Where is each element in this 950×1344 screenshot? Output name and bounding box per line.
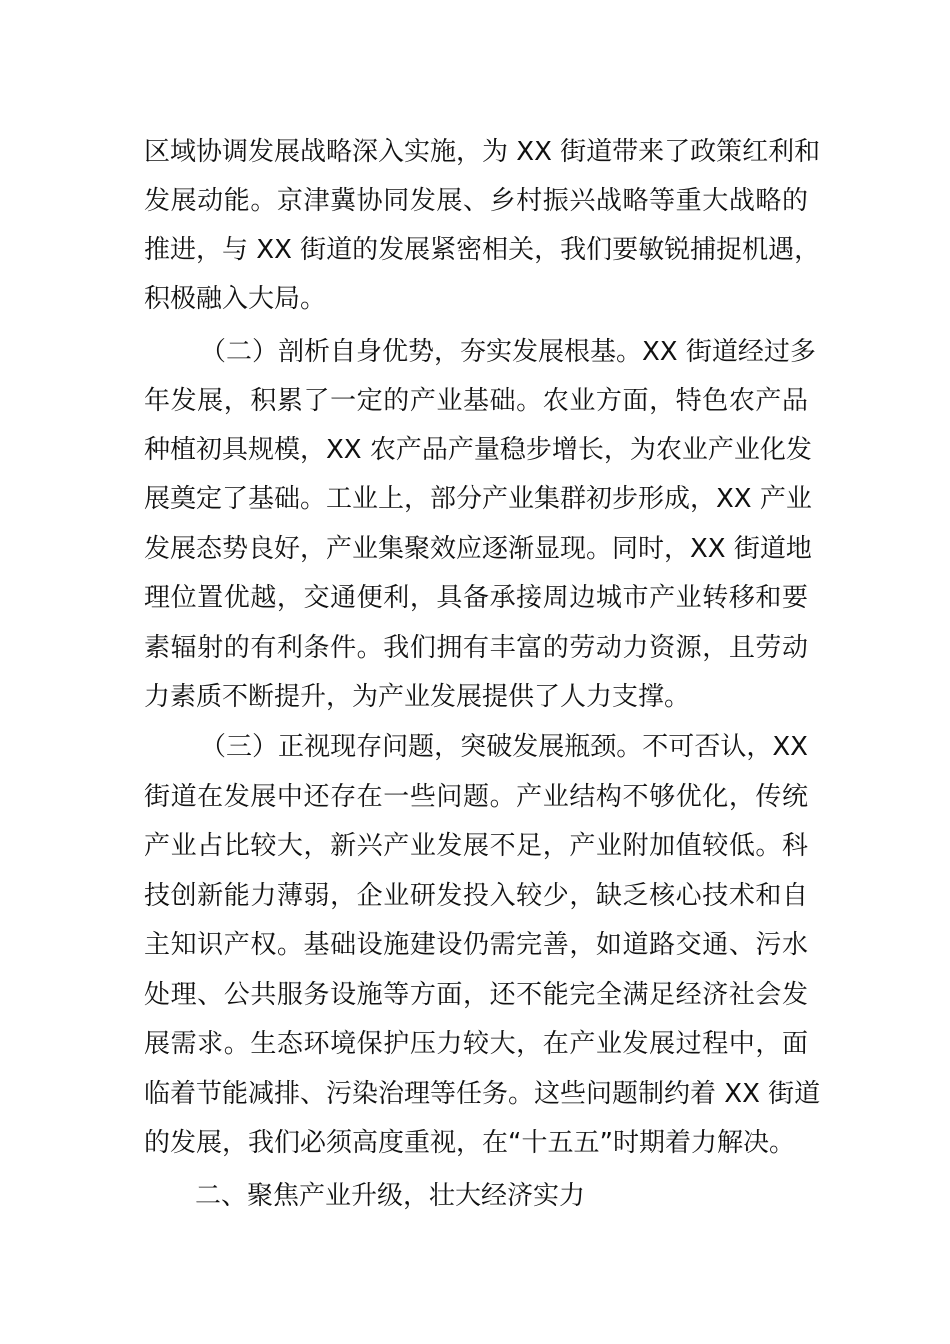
text-line: 力素质不断提升，为产业发展提供了人力支撑。 — [144, 682, 691, 712]
section-heading: 二、聚焦产业升级，壮大经济实力 — [195, 1181, 586, 1211]
text-line: 临着节能减排、污染治理等任务。这些问题制约着 XX 街道 — [144, 1079, 821, 1109]
text-line: 种植初具规模，XX 农产品产量稳步增长，为农业产业化发 — [144, 435, 812, 465]
text-line: 积极融入大局。 — [144, 284, 327, 314]
text-line: 展需求。生态环境保护压力较大，在产业发展过程中，面 — [144, 1029, 808, 1059]
text-line: 区域协调发展战略深入实施，为 XX 街道带来了政策红利和 — [144, 137, 821, 167]
text-line: 主知识产权。基础设施建设仍需完善，如道路交通、污水 — [144, 930, 808, 960]
text-line: 展奠定了基础。工业上，部分产业集群初步形成，XX 产业 — [144, 484, 812, 514]
text-line: 技创新能力薄弱，企业研发投入较少，缺乏核心技术和自 — [144, 881, 808, 911]
text-line: 素辐射的有利条件。我们拥有丰富的劳动力资源，且劳动 — [144, 633, 808, 663]
text-line: 发展动能。京津冀协同发展、乡村振兴战略等重大战略的 — [144, 186, 808, 216]
text-line: 推进，与 XX 街道的发展紧密相关，我们要敏锐捕捉机遇， — [144, 235, 821, 265]
text-line: 理位置优越，交通便利，具备承接周边城市产业转移和要 — [144, 583, 808, 613]
text-line: 产业占比较大，新兴产业发展不足，产业附加值较低。科 — [144, 831, 808, 861]
text-line: 街道在发展中还存在一些问题。产业结构不够优化，传统 — [144, 782, 808, 812]
text-line: 发展态势良好，产业集聚效应逐渐显现。同时，XX 街道地 — [144, 534, 812, 564]
text-line: （三）正视现存问题，突破发展瓶颈。不可否认，XX — [200, 732, 808, 762]
text-line: 的发展，我们必须高度重视，在“十五五”时期着力解决。 — [144, 1128, 795, 1158]
text-line: 处理、公共服务设施等方面，还不能完全满足经济社会发 — [144, 980, 808, 1010]
text-line: （二）剖析自身优势，夯实发展根基。XX 街道经过多 — [200, 337, 816, 367]
text-line: 年发展，积累了一定的产业基础。农业方面，特色农产品 — [144, 386, 808, 416]
